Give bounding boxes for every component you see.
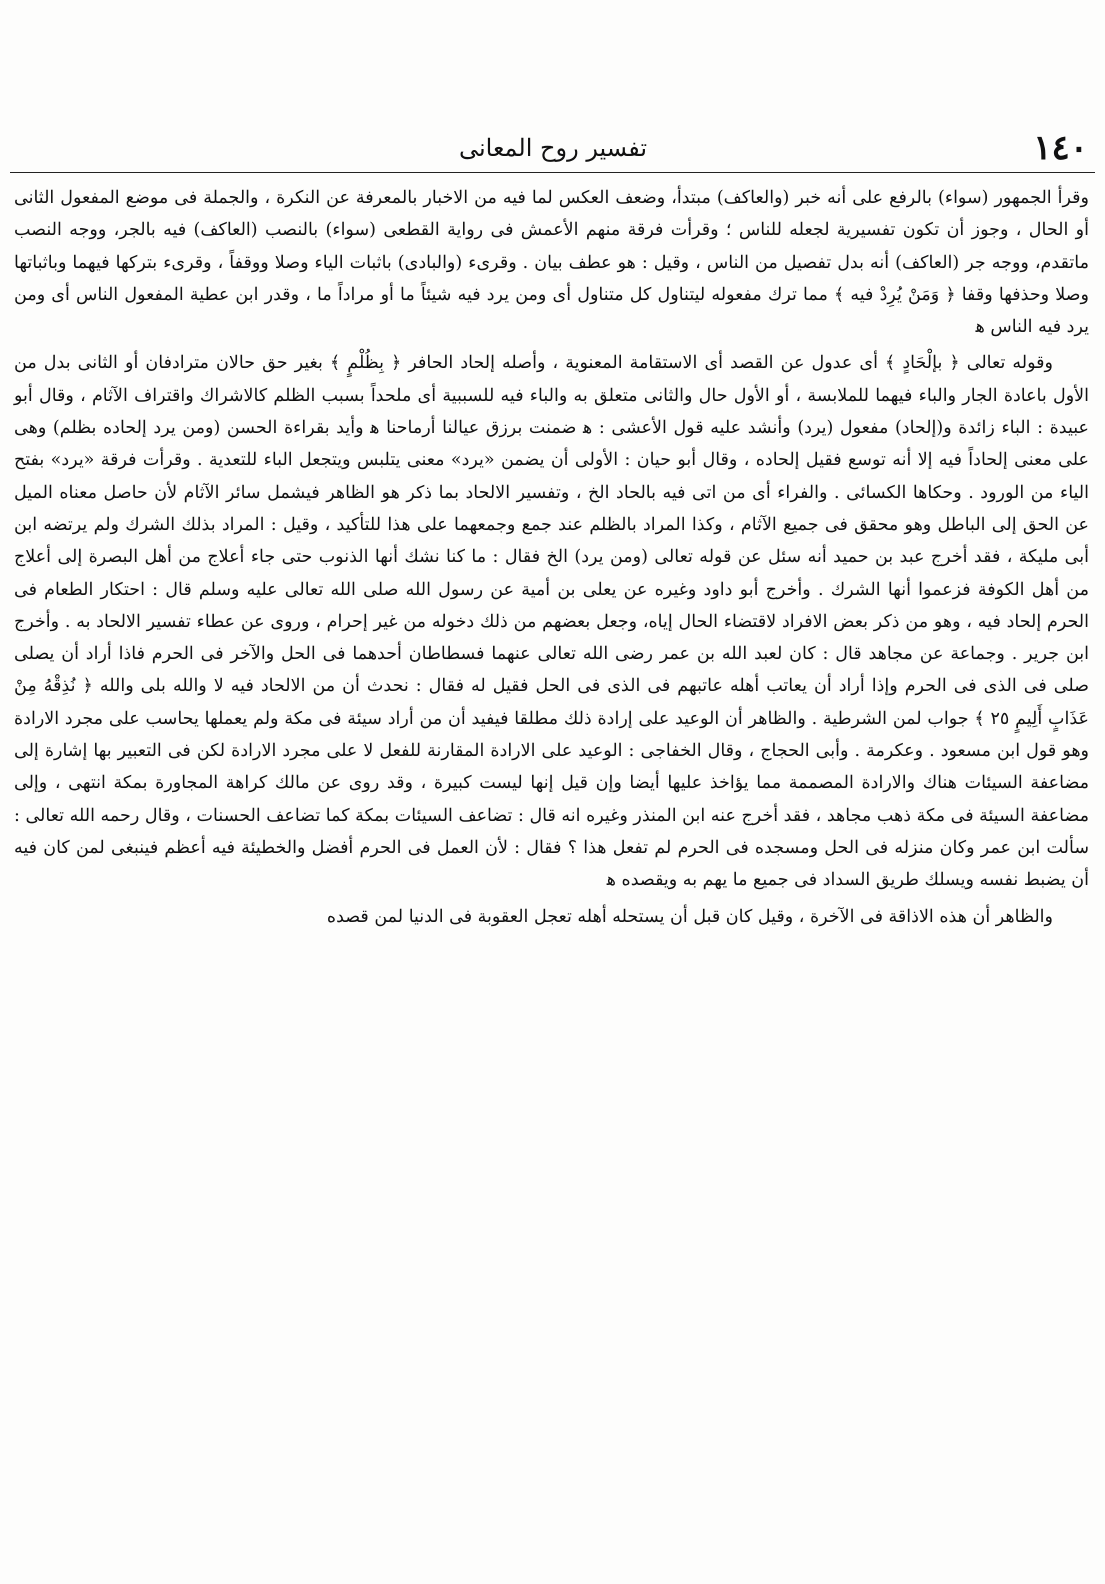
page-body — [14, 182, 1089, 937]
paragraph-3: والظاهر أن هذه الاذاقة فى الآخرة ، وقيل كان قبل أن يستحله أهله تعجل العقوبة فى الدنيا لمن قصده — [326, 906, 1053, 927]
page-header — [8, 128, 1098, 172]
header-divider — [10, 172, 1095, 173]
paragraph-2: وقوله تعالى ﴿ بإلْحَادٍ ﴾ أى عدول عن القصد أى الاستقامة المعنوية ، وأصله إلحاد الحافر ﴿ بِظُلْمٍ ﴾ بغير حق حالان مترادفان أو الثانى بدل من الأول باعادة الجار والباء فيهما للملابسة ، أو الأول حال والثانى متعلق به والباء فيه للسببية أى ملحداً بسبب الظلم كالاشراك واقتراف الآثام ، وقال أبو عبيدة : الباء زائدة و(إلحاد) مفعول (يرد) وأنشد عليه قول الأعشى : ﻫ ضمنت برزق عيالنا أرماحنا ﻫ وأيد بقراءة الحسن (ومن يرد إلحاده بظلم) وهى على معنى إلحاداً فيه إلا أنه توسع فقيل إلحاده ، وقال أبو حيان : الأولى أن يضمن «يرد» معنى يتلبس ويتجعل الباء للتعدية . وقرأت فرقة «يرد» بفتح الياء من الورود . وحكاها الكسائى . والفراء أى من اتى فيه بالحاد الخ ، وتفسير الالحاد بما ذكر هو الظاهر فيشمل سائر الآثام لأن حاصل معناه الميل عن الحق إلى الباطل وهو محقق فى جميع الآثام ، وكذا المراد بالظلم عند جمع وجمعهما على هذا للتأكيد ، وقيل : المراد بذلك الشرك ولم يرتضه ابن أبى مليكة ، فقد أخرج عبد بن حميد أنه سئل عن قوله تعالى (ومن يرد) الخ فقال : ما كنا نشك أنها الذنوب حتى جاء أعلاج من أهل البصرة إلى أعلاج من أهل الكوفة فزعموا أنها الشرك . وأخرج أبو داود وغيره عن يعلى بن أمية عن رسول الله صلى الله تعالى عليه وسلم قال : احتكار الطعام فى الحرم إلحاد فيه ، وهو من ذكر بعض الافراد لاقتضاء الحال إياه، وجعل بعضهم من ذلك دخوله من غير إحرام ، وروى عن عطاء تفسير الالحاد به . وأخرج ابن جرير . وجماعة عن مجاهد قال : كان لعبد الله بن عمر رضى الله تعالى عنهما فسطاطان أحدهما فى الحل والآخر فى الحرم فاذا أراد أن يصلى صلى فى الذى فى الحرم وإذا أراد أن يعاتب أهله عاتبهم فى الذى فى الحل فقيل له فقال : نحدث أن من الالحاد فيه لا والله بلى والله ﴿ نُذِقْهُ مِنْ عَذَابٍ أَلِيمٍ ٢٥ ﴾ جواب لمن الشرطية . والظاهر أن الوعيد على إرادة ذلك مطلقا فيفيد أن من أراد سيئة فى مكة ولم يعملها يحاسب على مجرد الارادة وهو قول ابن مسعود . وعكرمة . وأبى الحجاج ، وقال الخفاجى : الوعيد على الارادة المقارنة للفعل لا على مجرد الارادة لكن فى التعبير بها إشارة إلى مضاعفة السيئات هناك والارادة المصممة مما يؤاخذ عليها أيضا وإن قيل إنها ليست كبيرة ، وقد روى عن مالك كراهة المجاورة بمكة انتهى ، وإلى مضاعفة السيئة فى مكة ذهب مجاهد ، فقد أخرج عنه ابن المنذر وغيره انه قال : تضاعف السيئات بمكة كما تضاعف الحسنات ، وقال رحمه الله تعالى : سألت ابن عمر وكان منزله فى الحل ومسجده فى الحرم لم تفعل هذا ؟ فقال : لأن العمل فى الحرم أفضل والخطيئة فيه أعظم فينبغى لمن كان فيه أن يضبط نفسه ويسلك طريق السداد فى جميع ما يهم به ويقصده ﻫ — [14, 353, 1090, 891]
page-number: ١٤٠ — [1033, 128, 1088, 168]
running-title: تفسير روح المعانى — [458, 134, 648, 162]
paragraph-1: وقرأ الجمهور (سواء) بالرفع على أنه خبر (والعاكف) مبتدأ، وضعف العكس لما فيه من الاخبار بالمعرفة عن النكرة ، والجملة فى موضع المفعول الثانى أو الحال ، وجوز أن تكون تفسيرية لجعله للناس ؛ وقرأت فرقة منهم الأعمش فى رواية القطعى (سواء) بالنصب (العاكف) فيه بالجر، ووجه النصب ماتقدم، ووجه جر (العاكف) أنه بدل تفصيل من الناس ، وقيل : هو عطف بيان . وقرىء (والبادى) باثبات الياء وصلا ووقفاً ، وقرىء بتركها فيهما وباثباتها وصلا وحذفها وقفا ﴿ وَمَنْ يُرِدْ فيه ﴾ مما ترك مفعوله ليتناول كل متناول أى ومن يرد فيه شيئاً ما أو مراداً ما ، وقدر ابن عطية المفعول الناس أى ومن يرد فيه الناس ﻫ — [14, 188, 1089, 338]
